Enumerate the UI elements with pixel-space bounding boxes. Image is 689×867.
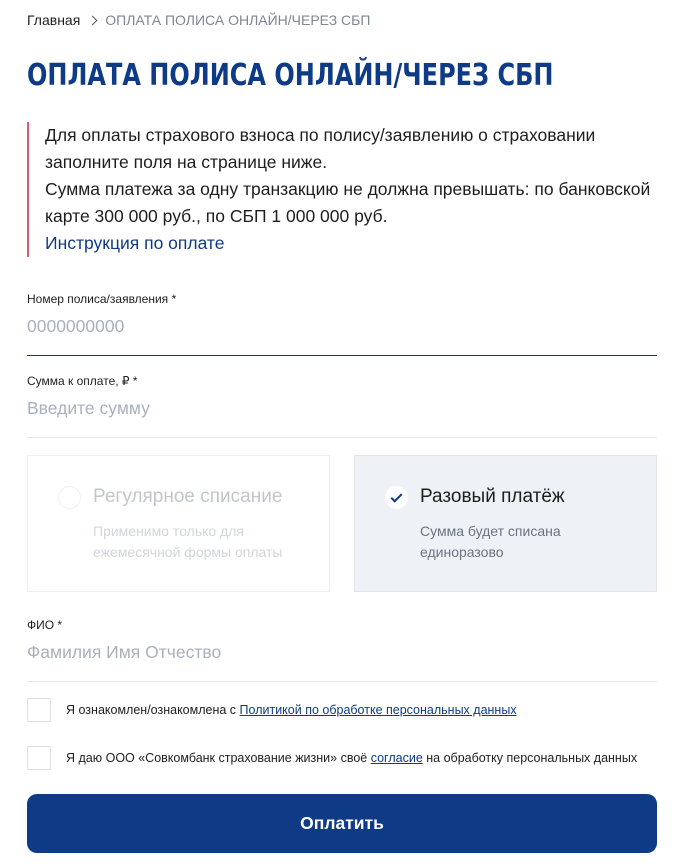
info-notice [27,122,657,257]
breadcrumb [27,12,370,28]
amount-input[interactable] [27,395,657,421]
pay-button[interactable]: Оплатить [27,794,657,853]
payment-option-one-time[interactable] [354,455,657,592]
policy-number-underline [27,355,657,356]
fio-input[interactable] [27,639,657,665]
fio-field [27,618,657,682]
privacy-policy-link[interactable]: Политикой по обработке персональных данных [239,703,517,717]
info-text-fill-fields: Для оплаты страхового взноса по полису/заявлению о страховании заполните поля на странице ниже. [45,125,596,172]
consent-agreement-text-after: на обработку персональных данных [422,751,638,765]
policy-number-label: Номер полиса/заявления * [27,292,177,306]
breadcrumb-home-link[interactable]: Главная [27,12,81,28]
radio-unchecked-icon [58,486,81,509]
consent-policy-text: Я ознакомлен/ознакомлена с [66,703,240,717]
breadcrumb-current: ОПЛАТА ПОЛИСА ОНЛАЙН/ЧЕРЕЗ СБП [105,12,371,28]
policy-number-field [27,292,657,356]
page-title: ОПЛАТА ПОЛИСА ОНЛАЙН/ЧЕРЕЗ СБП [27,58,554,93]
consent-agreement-text-before: Я даю ООО «Совкомбанк страхование жизни» своё [66,751,371,765]
info-text-limits: Сумма платежа за одну транзакцию не должна превышать: по банковской карте 300 000 руб., по СБП 1 000 000 руб. [45,179,651,226]
amount-field [27,374,657,438]
fio-underline [27,681,657,682]
chevron-right-icon [88,15,98,25]
consent-link[interactable]: согласие [370,751,423,765]
amount-label: Сумма к оплате, ₽ * [27,374,138,388]
one-time-description: Сумма будет списана единоразово [420,523,561,560]
consent-agreement-checkbox[interactable] [27,746,51,770]
one-time-title: Разовый платёж [420,486,565,507]
amount-underline [27,437,657,438]
consent-policy [27,698,517,722]
policy-number-input[interactable] [27,313,657,339]
radio-checked-icon [385,486,408,509]
fio-label: ФИО * [27,618,63,632]
payment-instruction-link[interactable]: Инструкция по оплате [45,233,225,253]
payment-option-recurring [27,455,330,592]
consent-agreement [27,746,637,770]
check-icon [390,490,402,502]
recurring-description: Применимо только для ежемесячной формы оплаты [93,523,283,560]
recurring-title: Регулярное списание [93,486,283,507]
consent-policy-checkbox[interactable] [27,698,51,722]
